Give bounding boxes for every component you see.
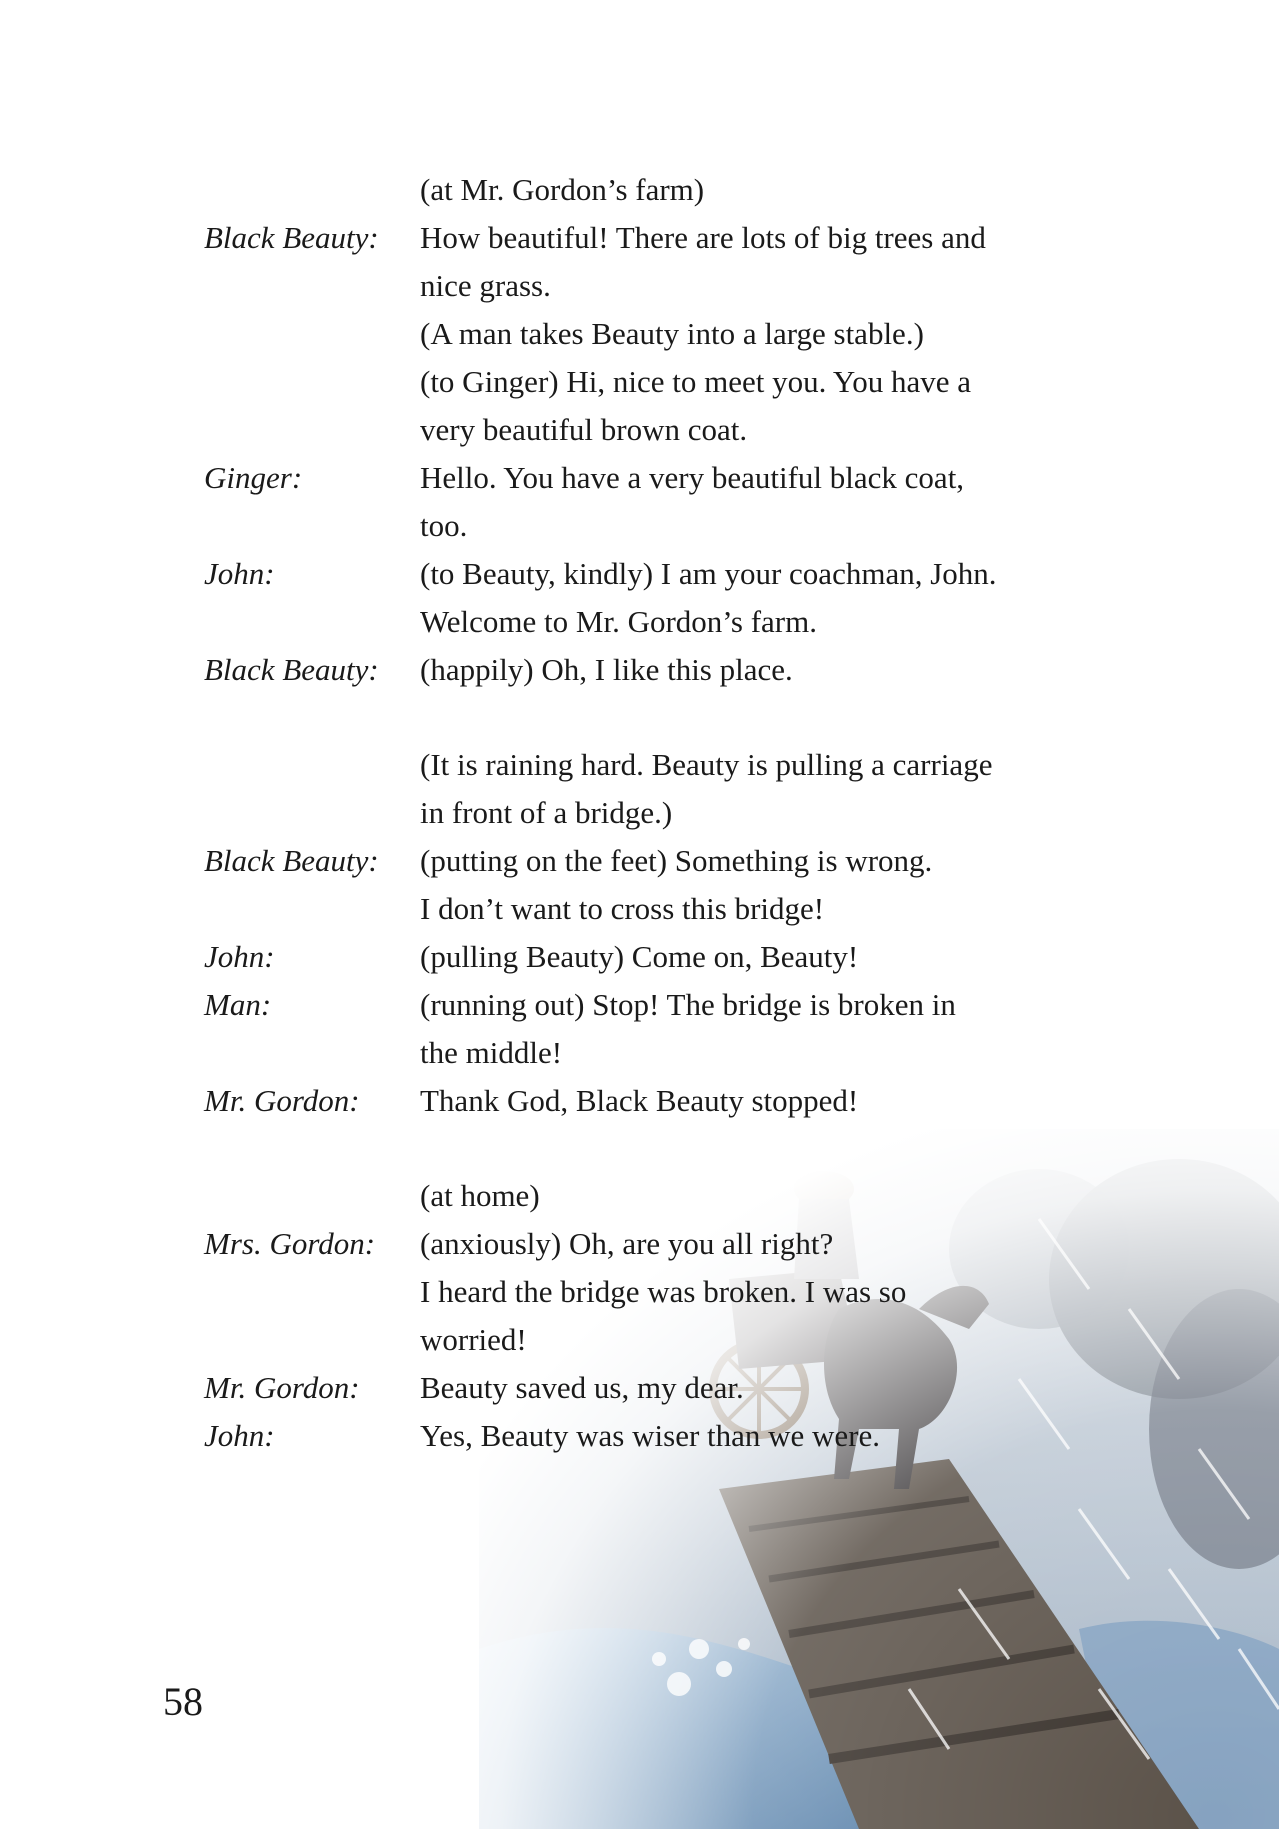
dialogue-text: (to Ginger) Hi, nice to meet you. You have a — [420, 364, 971, 399]
dialogue-text: too. — [420, 508, 468, 543]
dialogue-text: (at Mr. Gordon’s farm) — [420, 172, 705, 207]
speaker-name: Man: — [204, 987, 272, 1022]
scene-break — [0, 1125, 1279, 1172]
dialogue-text: (A man takes Beauty into a large stable.) — [420, 316, 924, 351]
dialogue-text: in front of a bridge.) — [420, 795, 673, 830]
speaker-name: Black Beauty: — [204, 843, 379, 878]
script-line — [0, 310, 1279, 358]
speaker-name: John: — [204, 556, 275, 591]
dialogue-text: (happily) Oh, I like this place. — [420, 652, 793, 687]
dialogue-text: Beauty saved us, my dear. — [420, 1370, 744, 1405]
script-line — [0, 646, 1279, 694]
script-line — [0, 166, 1279, 214]
page-number: 58 — [163, 1679, 203, 1724]
script-line — [0, 502, 1279, 550]
script-line — [0, 1172, 1279, 1220]
dialogue-text: (anxiously) Oh, are you all right? — [420, 1226, 834, 1261]
script-line — [0, 406, 1279, 454]
play-script — [0, 166, 1279, 1460]
dialogue-text: Yes, Beauty was wiser than we were. — [420, 1418, 881, 1453]
dialogue-text: (to Beauty, kindly) I am your coachman, John. — [420, 556, 997, 591]
script-line — [0, 981, 1279, 1029]
dialogue-text: worried! — [420, 1322, 527, 1357]
dialogue-text: (at home) — [420, 1178, 540, 1213]
dialogue-text: the middle! — [420, 1035, 563, 1070]
dialogue-text: very beautiful brown coat. — [420, 412, 748, 447]
speaker-name: Mr. Gordon: — [204, 1083, 360, 1118]
script-line — [0, 214, 1279, 262]
script-line — [0, 789, 1279, 837]
script-line — [0, 741, 1279, 789]
script-line — [0, 1029, 1279, 1077]
speaker-name: Mr. Gordon: — [204, 1370, 360, 1405]
script-line — [0, 598, 1279, 646]
speaker-name: Black Beauty: — [204, 652, 379, 687]
dialogue-text: Thank God, Black Beauty stopped! — [420, 1083, 859, 1118]
speaker-name: Black Beauty: — [204, 220, 379, 255]
dialogue-text: Welcome to Mr. Gordon’s farm. — [420, 604, 817, 639]
script-line — [0, 550, 1279, 598]
speaker-name: Ginger: — [204, 460, 303, 495]
script-line — [0, 454, 1279, 502]
dialogue-text: (running out) Stop! The bridge is broken in — [420, 987, 956, 1022]
script-line — [0, 1268, 1279, 1316]
dialogue-text: I heard the bridge was broken. I was so — [420, 1274, 907, 1309]
script-line — [0, 1077, 1279, 1125]
scene-break — [0, 694, 1279, 741]
dialogue-text: Hello. You have a very beautiful black coat, — [420, 460, 965, 495]
script-line — [0, 933, 1279, 981]
script-line — [0, 837, 1279, 885]
dialogue-text: How beautiful! There are lots of big trees and — [420, 220, 986, 255]
dialogue-text: nice grass. — [420, 268, 551, 303]
script-line — [0, 1316, 1279, 1364]
script-line — [0, 262, 1279, 310]
dialogue-text: (It is raining hard. Beauty is pulling a carriage — [420, 747, 993, 782]
script-line — [0, 1412, 1279, 1460]
dialogue-text: (putting on the feet) Something is wrong. — [420, 843, 933, 878]
speaker-name: John: — [204, 1418, 275, 1453]
script-line — [0, 885, 1279, 933]
dialogue-text: (pulling Beauty) Come on, Beauty! — [420, 939, 859, 974]
speaker-name: Mrs. Gordon: — [204, 1226, 376, 1261]
script-line — [0, 1220, 1279, 1268]
script-line — [0, 358, 1279, 406]
script-line — [0, 1364, 1279, 1412]
dialogue-text: I don’t want to cross this bridge! — [420, 891, 825, 926]
speaker-name: John: — [204, 939, 275, 974]
